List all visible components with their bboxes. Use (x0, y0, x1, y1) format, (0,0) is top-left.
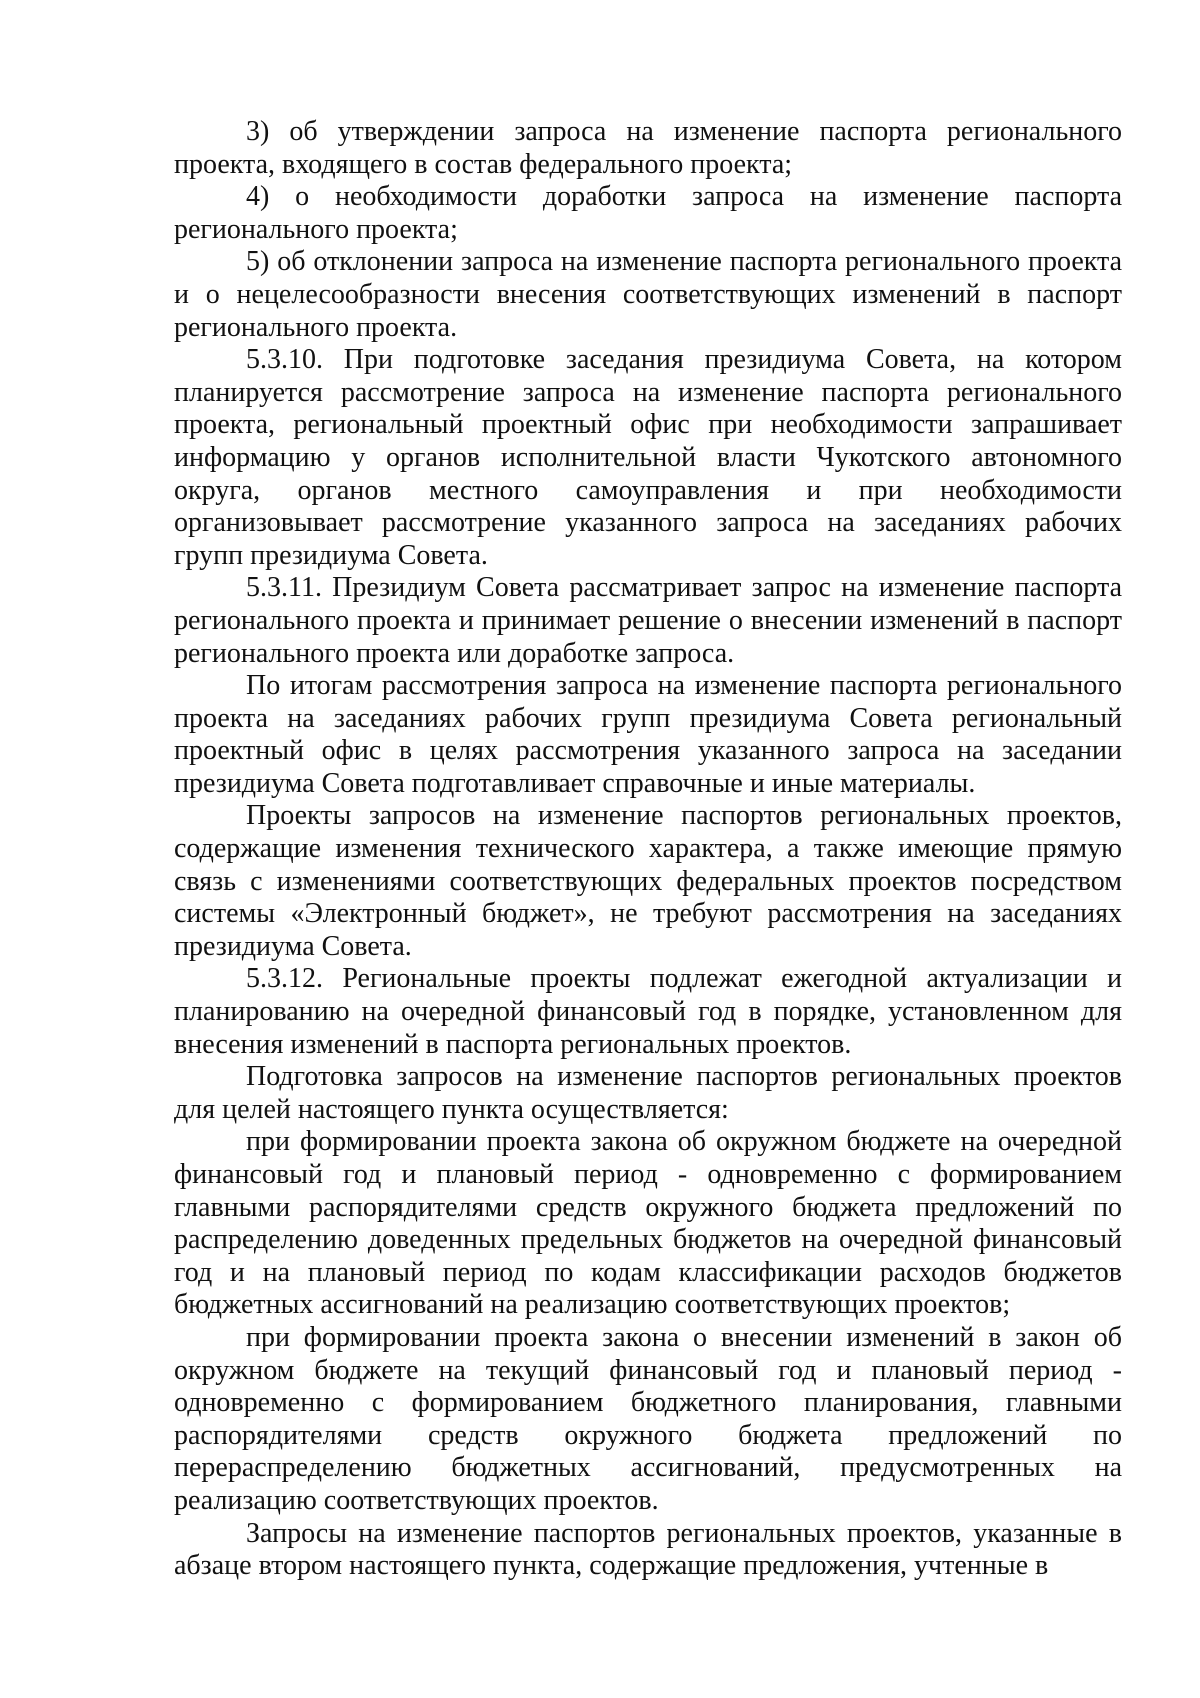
paragraph-item-3: 3) об утверждении запроса на изменение паспорта регионального проекта, входящего в состав федерального проекта; (174, 116, 1122, 180)
paragraph-current-year-budget: при формировании проекта закона о внесении изменений в закон об окружном бюджете на текущий финансовый год и плановый период - одновременно с формированием бюджетного планирования, главными распорядителями средств окружного бюджета предложений по перераспределению бюджетных ассигнований, предусмотренных на реализацию соответствующих проектов. (174, 1321, 1122, 1516)
paragraph-item-4: 4) о необходимости доработки запроса на изменение паспорта регионального проекта; (174, 181, 1122, 245)
paragraph-preparation: Подготовка запросов на изменение паспортов региональных проектов для целей настоящего пункта осуществляется: (174, 1061, 1122, 1125)
paragraph-5-3-12: 5.3.12. Региональные проекты подлежат ежегодной актуализации и планированию на очередной финансовый год в порядке, установленном для внесения изменений в паспорта региональных проектов. (174, 963, 1122, 1060)
paragraph-technical-changes: Проекты запросов на изменение паспортов региональных проектов, содержащие изменения технического характера, а также имеющие прямую связь с изменениями соответствующих федеральных проектов посредством системы «Электронный бюджет», не требуют рассмотрения на заседаниях президиума Совета. (174, 800, 1122, 962)
paragraph-5-3-10: 5.3.10. При подготовке заседания президиума Совета, на котором планируется рассмотрение запроса на изменение паспорта регионального проекта, региональный проектный офис при необходимости запрашивает информацию у органов исполнительной власти Чукотского автономного округа, органов местного самоуправления и при необходимости организовывает рассмотрение указанного запроса на заседаниях рабочих групп президиума Совета. (174, 344, 1122, 571)
paragraph-5-3-11: 5.3.11. Президиум Совета рассматривает запрос на изменение паспорта регионального проекта и принимает решение о внесении изменений в паспорт регионального проекта или доработке запроса. (174, 572, 1122, 669)
paragraph-review-results: По итогам рассмотрения запроса на изменение паспорта регионального проекта на заседаниях рабочих групп президиума Совета региональный проектный офис в целях рассмотрения указанного запроса на заседании президиума Совета подготавливает справочные и иные материалы. (174, 670, 1122, 799)
paragraph-requests-continued: Запросы на изменение паспортов региональных проектов, указанные в абзаце втором настоящего пункта, содержащие предложения, учтенные в (174, 1517, 1122, 1582)
paragraph-item-5: 5) об отклонении запроса на изменение паспорта регионального проекта и о нецелесообразности внесения соответствующих изменений в паспорт регионального проекта. (174, 246, 1122, 343)
paragraph-next-year-budget: при формировании проекта закона об окружном бюджете на очередной финансовый год и плановый период - одновременно с формированием главными распорядителями средств окружного бюджета предложений по распределению доведенных предельных бюджетов на очередной финансовый год и на плановый период по кодам классификации расходов бюджетов бюджетных ассигнований на реализацию соответствующих проектов; (174, 1126, 1122, 1321)
document-page (174, 116, 1122, 1583)
